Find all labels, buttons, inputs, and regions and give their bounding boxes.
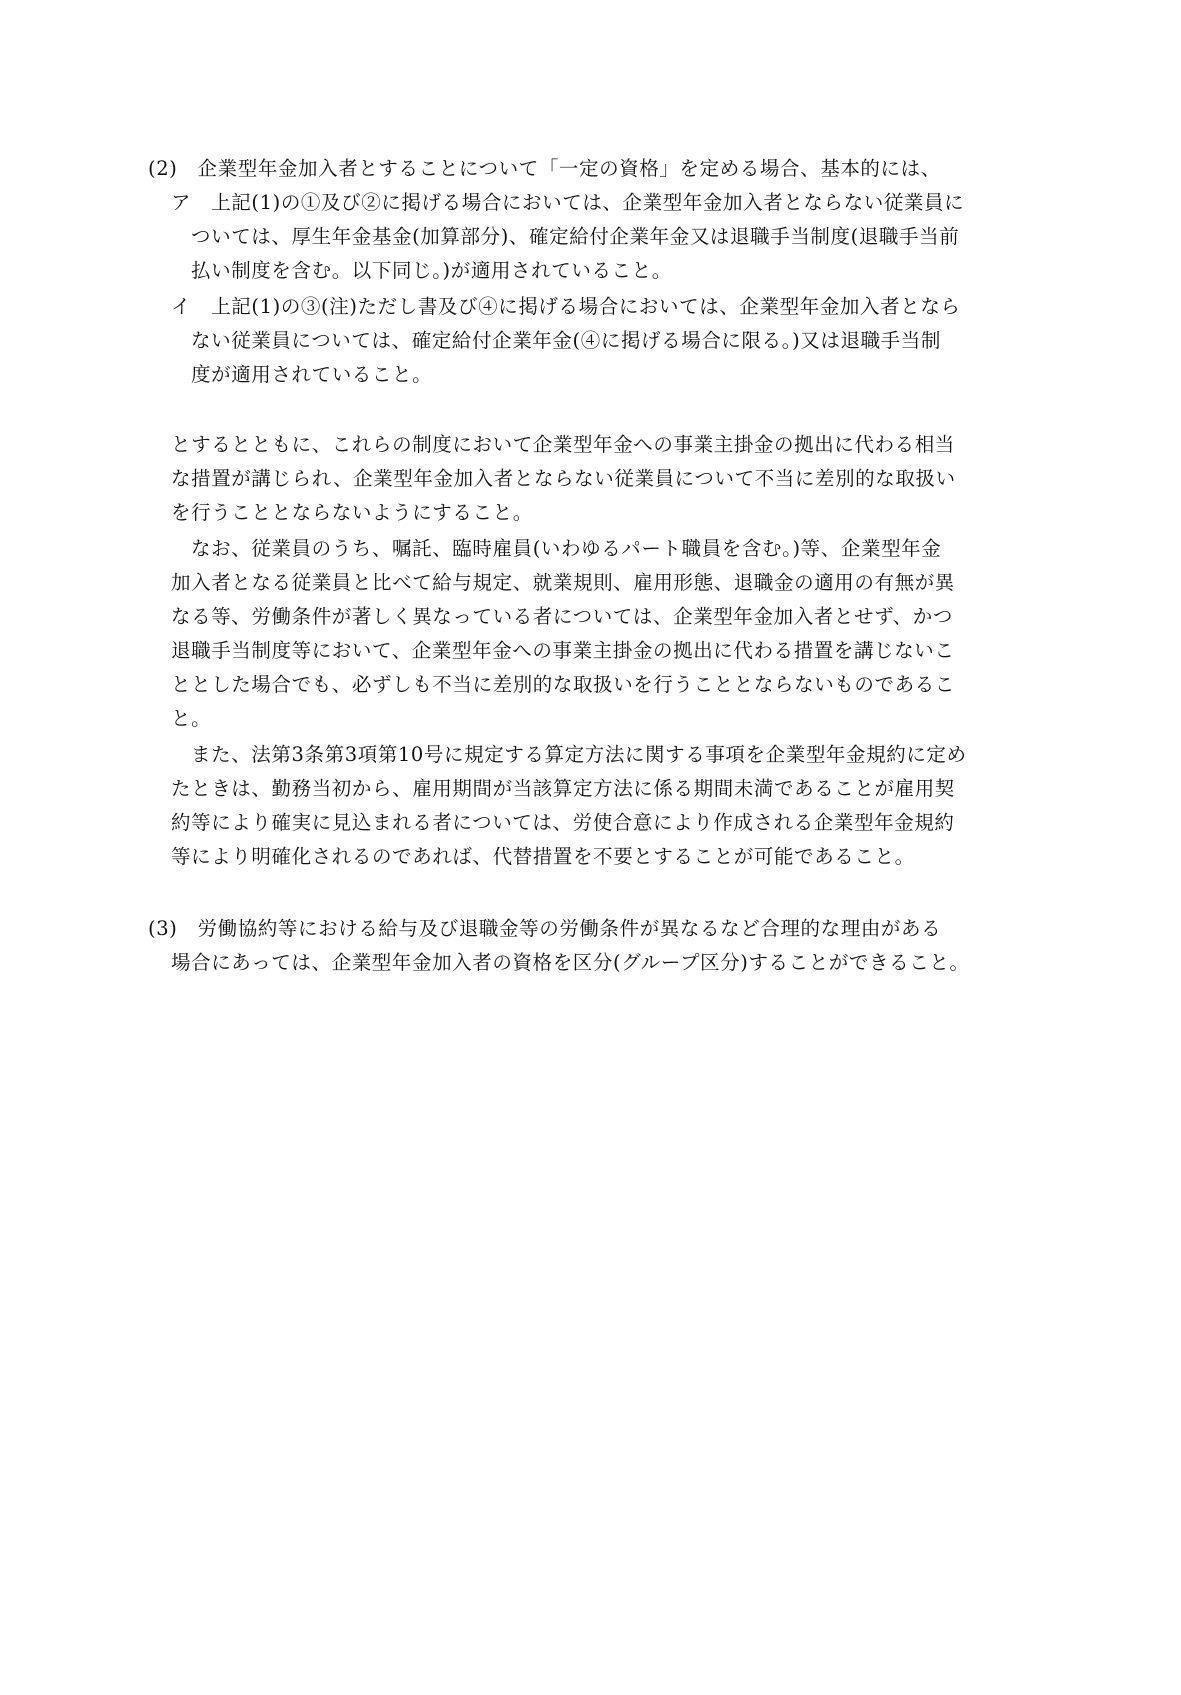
note-line-4: 退職手当制度等において、企業型年金への事業主掛金の拠出に代わる措置を講じないこ bbox=[171, 639, 955, 662]
item-i-line-3: 度が適用されていること。 bbox=[191, 363, 433, 386]
item-a-line-2: ついては、厚生年金基金(加算部分)、確定給付企業年金又は退職手当制度(退職手当前 bbox=[191, 225, 960, 248]
note-line-6: と。 bbox=[171, 707, 212, 730]
conclusion-line-2: な措置が講じられ、企業型年金加入者とならない従業員について不当に差別的な取扱い bbox=[171, 467, 956, 490]
item-i-line-2: ない従業員については、確定給付企業年金(④に掲げる場合に限る。)又は退職手当制 bbox=[191, 329, 941, 352]
conclusion-line-1: とするとともに、これらの制度において企業型年金への事業主掛金の拠出に代わる相当 bbox=[171, 433, 955, 456]
item-a-line-1: ア 上記(1)の①及び②に掲げる場合においては、企業型年金加入者とならない従業員に bbox=[171, 191, 965, 214]
note-line-3: なる等、労働条件が著しく異なっている者については、企業型年金加入者とせず、かつ bbox=[171, 605, 953, 628]
note-line-5: ととした場合でも、必ずしも不当に差別的な取扱いを行うこととならないものであるこ bbox=[171, 673, 955, 696]
note-line-2: 加入者となる従業員と比べて給与規定、就業規則、雇用形態、退職金の適用の有無が異 bbox=[171, 571, 955, 594]
item-a-line-3: 払い制度を含む。以下同じ。)が適用されていること。 bbox=[191, 259, 672, 282]
section-3-line-2: 場合にあっては、企業型年金加入者の資格を区分(グループ区分)することができること。 bbox=[171, 951, 970, 974]
also-line-4: 等により明確化されるのであれば、代替措置を不要とすることが可能であること。 bbox=[171, 845, 915, 868]
section-2-heading: (2) 企業型年金加入者とすることについて「一定の資格」を定める場合、基本的には、 bbox=[148, 157, 941, 180]
note-line-1: なお、従業員のうち、嘱託、臨時雇員(いわゆるパート職員を含む。)等、企業型年金 bbox=[191, 537, 942, 560]
section-3-line-1: (3) 労働協約等における給与及び退職金等の労働条件が異なるなど合理的な理由がある bbox=[148, 917, 942, 940]
also-line-3: 約等により確実に見込まれる者については、労使合意により作成される企業型年金規約 bbox=[171, 811, 955, 834]
also-line-2: たときは、勤務当初から、雇用期間が当該算定方法に係る期間未満であることが雇用契 bbox=[171, 777, 955, 800]
also-line-1: また、法第3条第3項第10号に規定する算定方法に関する事項を企業型年金規約に定め bbox=[191, 743, 967, 766]
conclusion-line-3: を行うこととならないようにすること。 bbox=[171, 501, 533, 524]
item-i-line-1: イ 上記(1)の③(注)ただし書及び④に掲げる場合においては、企業型年金加入者となら bbox=[171, 295, 961, 318]
